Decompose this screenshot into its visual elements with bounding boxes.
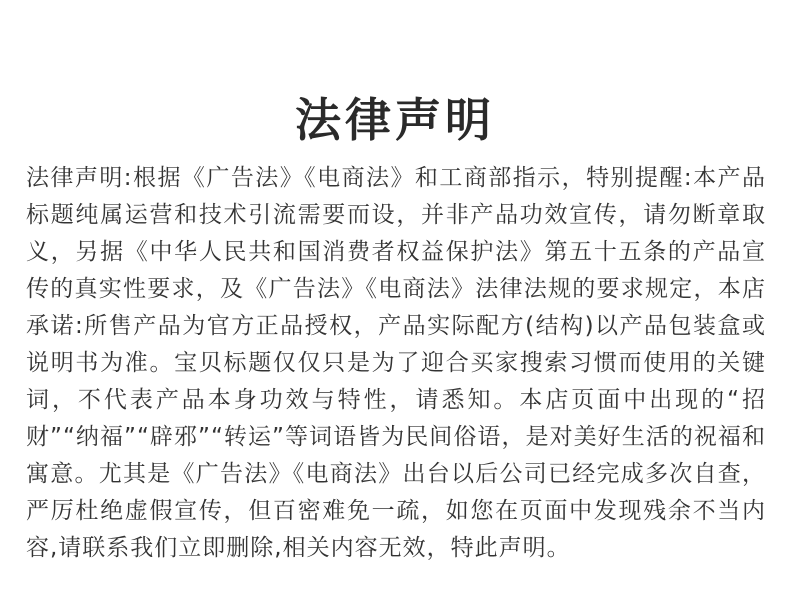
page-title: 法律声明 — [295, 92, 495, 147]
legal-statement-text: 法律声明:根据《广告法》《电商法》和工商部指示，特别提醒:本产品标题纯属运营和技术引流需要而设，并非产品功效宣传，请勿断章取义，另据《中华人民共和国消费者权益保护法》第五十五条的产品宣传的真实性要求，及《广告法》《电商法》法律法规的要求规定，本店承诺:所售产品为官方正品授权，产品实际配方(结构)以产品包装盒或说明书为准。宝贝标题仅仅只是为了迎合买家搜索习惯而使用的关键词，不代表产品本身功效与特性，请悉知。本店页面中出现的“招财”“纳福”“辟邪”“转运”等词语皆为民间俗语，是对美好生活的祝福和寓意。尤其是《广告法》《电商法》出台以后公司已经完成多次自查，严厉杜绝虚假宣传，但百密难免一疏，如您在页面中发现残余不当内容,请联系我们立即删除,相关内容无效，特此声明。 — [26, 165, 766, 561]
